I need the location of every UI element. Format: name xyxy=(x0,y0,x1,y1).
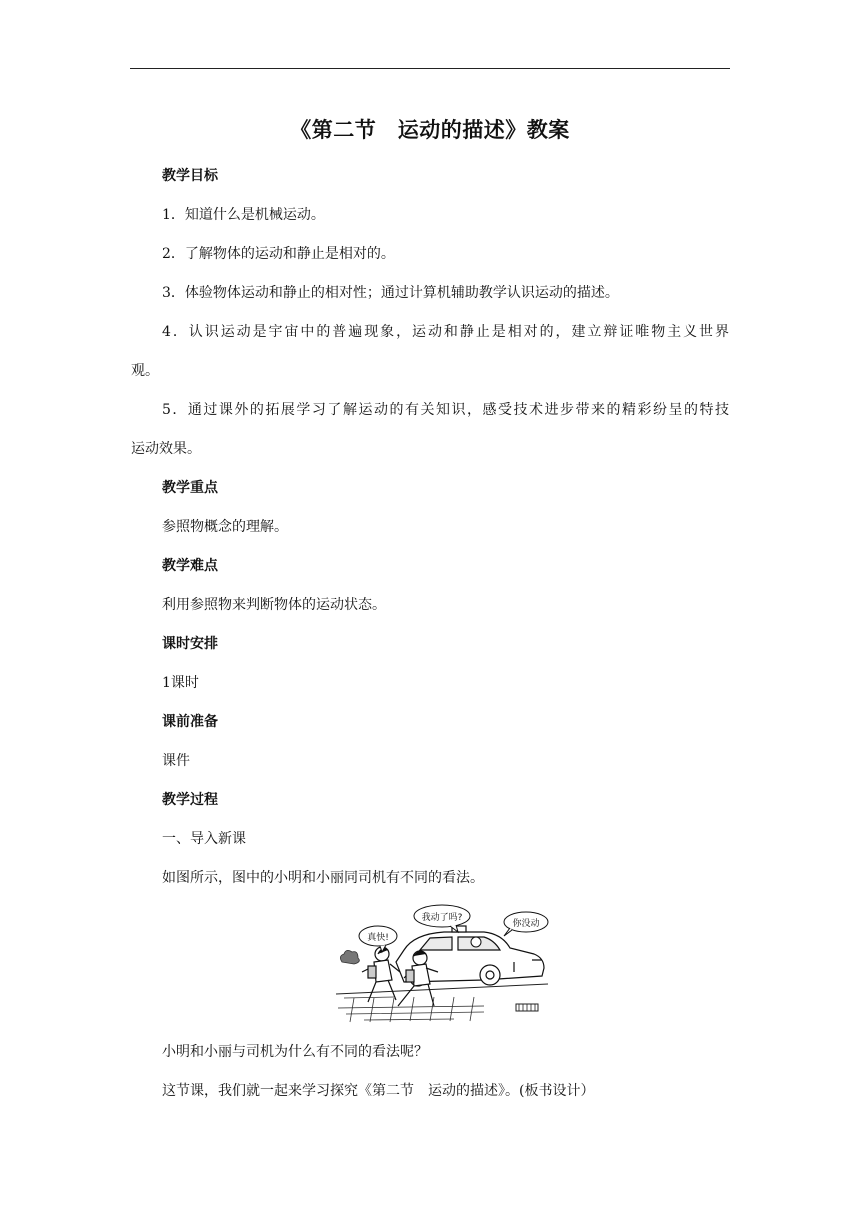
street-scene-illustration xyxy=(334,902,550,1026)
document-title: 《第二节 运动的描述》教案 xyxy=(290,118,570,142)
header-rule xyxy=(130,68,730,69)
difficulties-heading: 教学难点 xyxy=(162,558,218,574)
speech-bubble-kids xyxy=(504,912,548,936)
objective-item-4-continued: 观。 xyxy=(131,363,159,379)
schedule-text: 1课时 xyxy=(162,675,199,691)
schedule-heading: 课时安排 xyxy=(162,636,218,652)
objective-item-1: 1．知道什么是机械运动。 xyxy=(162,207,325,223)
process-line-2: 小明和小丽与司机为什么有不同的看法呢？ xyxy=(162,1044,428,1060)
process-heading: 教学过程 xyxy=(162,792,218,808)
difficulties-text: 利用参照物来判断物体的运动状态。 xyxy=(162,597,386,613)
preparation-text: 课件 xyxy=(162,753,190,769)
process-line-1: 如图所示，图中的小明和小丽同司机有不同的看法。 xyxy=(162,870,484,886)
process-intro: 一、导入新课 xyxy=(162,831,246,847)
process-line-3: 这节课，我们就一起来学习探究《第二节 运动的描述》。(板书设计） xyxy=(162,1083,595,1099)
preparation-heading: 课前准备 xyxy=(162,714,218,730)
bubble-text-kids: 你没动 xyxy=(512,919,540,929)
key-points-heading: 教学重点 xyxy=(162,480,218,496)
key-points-text: 参照物概念的理解。 xyxy=(162,519,288,535)
objective-item-4: 4．认识运动是宇宙中的普遍现象，运动和静止是相对的，建立辩证唯物主义世界 xyxy=(162,324,729,340)
objective-item-5: 5．通过课外的拓展学习了解运动的有关知识，感受技术进步带来的精彩纷呈的特技 xyxy=(162,402,729,418)
objective-item-2: 2．了解物体的运动和静止是相对的。 xyxy=(162,246,395,262)
bubble-text-driver: 我动了吗? xyxy=(421,913,463,923)
objectives-heading: 教学目标 xyxy=(162,168,218,184)
objective-item-3: 3．体验物体运动和静止的相对性；通过计算机辅助教学认识运动的描述。 xyxy=(162,285,619,301)
bubble-text-fast: 真快! xyxy=(367,933,389,943)
objective-item-5-continued: 运动效果。 xyxy=(131,441,201,457)
